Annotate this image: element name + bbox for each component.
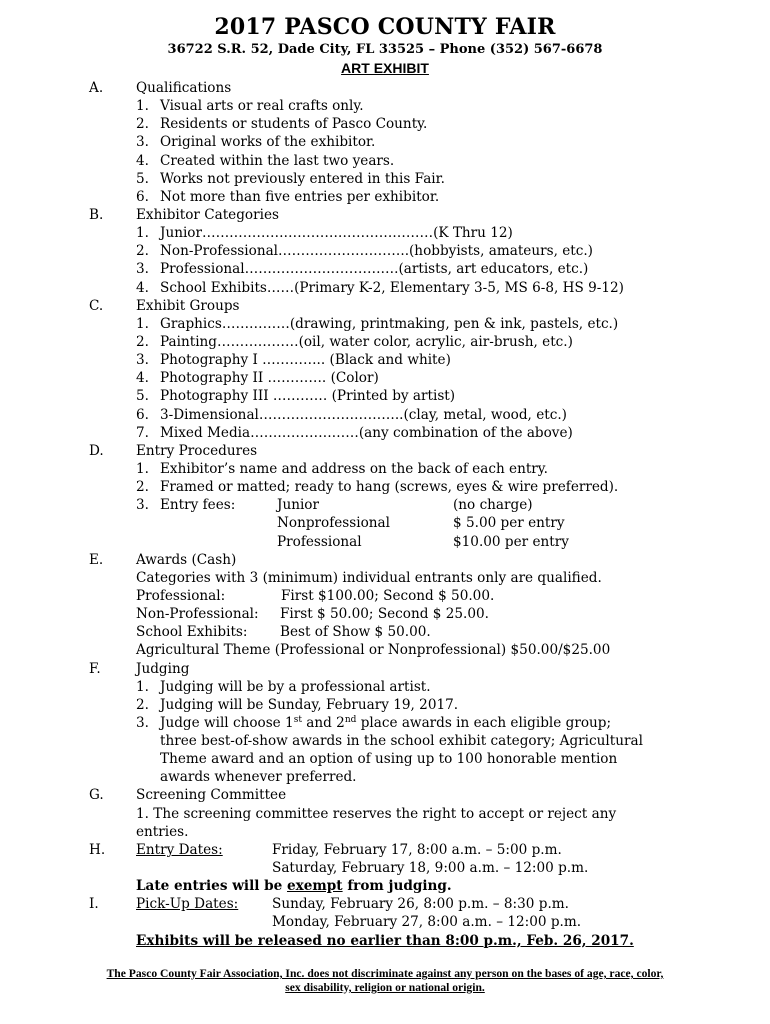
fee-amount: $10.00 per entry xyxy=(453,533,569,550)
list-item xyxy=(0,424,770,442)
fee-amount: (no charge) xyxy=(453,497,533,514)
item-number: 4. xyxy=(136,370,149,387)
list-item xyxy=(0,242,770,260)
list-item xyxy=(0,460,770,478)
item-number: 5. xyxy=(136,388,149,405)
item-text: entries. xyxy=(136,823,189,840)
entry-fees-label: Entry fees: xyxy=(160,497,236,514)
paragraph-text: Late entries will be exempt from judging. xyxy=(136,878,452,895)
award-row xyxy=(0,605,770,623)
pickup-date: Monday, February 27, 8:00 a.m. – 12:00 p.m. xyxy=(272,914,582,931)
item-text: 1. The screening committee reserves the right to accept or reject any xyxy=(136,805,617,822)
list-item xyxy=(0,170,770,188)
paragraph-text: Categories with 3 (minimum) individual entrants only are qualified. xyxy=(136,569,602,586)
item-number: 3. xyxy=(136,497,149,514)
rules-body xyxy=(0,79,770,950)
agricultural-theme-award xyxy=(0,641,770,659)
entry-date: Saturday, February 18, 9:00 a.m. – 12:00 p.m. xyxy=(272,860,589,877)
fair-address: 36722 S.R. 52, Dade City, FL 33525 – Phone (352) 567-6678 xyxy=(167,42,603,57)
item-number: 4. xyxy=(136,279,149,296)
list-item xyxy=(0,115,770,133)
list-item xyxy=(0,260,770,278)
section-c-heading xyxy=(0,297,770,315)
section-letter: C. xyxy=(89,297,104,314)
date-row xyxy=(0,859,770,877)
award-category: Non-Professional: xyxy=(136,606,259,623)
nondiscrimination-line-2: sex disability, religion or national origin. xyxy=(285,981,485,994)
item-number: 5. xyxy=(136,170,149,187)
list-item xyxy=(0,224,770,242)
section-f-heading xyxy=(0,660,770,678)
item-text: Photography II …………. (Color) xyxy=(160,370,379,387)
award-amount: First $ 50.00; Second $ 25.00. xyxy=(280,606,489,623)
section-letter: I. xyxy=(89,896,99,913)
list-item xyxy=(0,152,770,170)
item-text: Framed or matted; ready to hang (screws, eyes & wire preferred). xyxy=(160,479,619,496)
item-number: 6. xyxy=(136,188,149,205)
item-text: Junior……………………………………………(K Thru 12) xyxy=(160,225,513,242)
award-category: School Exhibits: xyxy=(136,624,248,641)
item-number: 3. xyxy=(136,352,149,369)
entry-dates-label: Entry Dates: xyxy=(136,841,223,858)
item-number: 2. xyxy=(136,116,149,133)
item-number: 2. xyxy=(136,243,149,260)
item-text: Visual arts or real crafts only. xyxy=(160,98,364,115)
item-text: Professional…………………………….(artists, art educators, etc.) xyxy=(160,261,589,278)
item-number: 6. xyxy=(136,406,149,423)
section-h-heading xyxy=(0,841,770,859)
entry-date: Friday, February 17, 8:00 a.m. – 5:00 p.m. xyxy=(272,841,562,858)
fee-category: Nonprofessional xyxy=(277,515,390,532)
list-item xyxy=(0,369,770,387)
item-number: 7. xyxy=(136,424,149,441)
list-item-continued xyxy=(0,750,770,768)
release-note xyxy=(0,932,770,950)
section-title: Exhibit Groups xyxy=(136,297,240,314)
late-entries-note xyxy=(0,877,770,895)
item-number: 3. xyxy=(136,261,149,278)
item-text: School Exhibits……(Primary K-2, Elementary 3-5, MS 6-8, HS 9-12) xyxy=(160,279,624,296)
item-text: Judging will be by a professional artist. xyxy=(160,678,431,695)
item-text: Judge will choose 1st and 2nd place awards in each eligible group; xyxy=(160,714,612,731)
section-i-heading xyxy=(0,895,770,913)
item-text: Photography III ………… (Printed by artist) xyxy=(160,388,456,405)
item-text: Original works of the exhibitor. xyxy=(160,134,376,151)
item-number: 1. xyxy=(136,460,149,477)
fee-category: Junior xyxy=(277,497,319,514)
item-number: 2. xyxy=(136,696,149,713)
item-text: Judging will be Sunday, February 19, 2017. xyxy=(160,696,459,713)
section-letter: E. xyxy=(89,551,104,568)
item-number: 1. xyxy=(136,678,149,695)
list-item xyxy=(0,805,770,823)
item-text: Painting………………(oil, water color, acrylic, air-brush, etc.) xyxy=(160,333,573,350)
section-letter: H. xyxy=(89,841,106,858)
paragraph-text: Exhibits will be released no earlier than 8:00 p.m., Feb. 26, 2017. xyxy=(136,932,634,949)
award-row xyxy=(0,587,770,605)
item-text: Non-Professional………………………..(hobbyists, amateurs, etc.) xyxy=(160,243,593,260)
section-title: Judging xyxy=(136,660,190,677)
item-text: Exhibitor’s name and address on the back of each entry. xyxy=(160,460,548,477)
section-letter: D. xyxy=(89,442,104,459)
fee-amount: $ 5.00 per entry xyxy=(453,515,565,532)
list-item xyxy=(0,188,770,206)
paragraph-text: Agricultural Theme (Professional or Nonprofessional) $50.00/$25.00 xyxy=(136,642,611,659)
list-item-continued xyxy=(0,768,770,786)
item-text: three best-of-show awards in the school exhibit category; Agricultural xyxy=(160,733,643,750)
item-number: 3. xyxy=(136,134,149,151)
entry-fee-row xyxy=(0,514,770,532)
list-item xyxy=(0,387,770,405)
item-text: Graphics……………(drawing, printmaking, pen & ink, pastels, etc.) xyxy=(160,315,619,332)
item-text: Photography I ………….. (Black and white) xyxy=(160,352,451,369)
item-number: 1. xyxy=(136,98,149,115)
section-g-heading xyxy=(0,786,770,804)
section-title: Entry Procedures xyxy=(136,442,258,459)
item-text: Created within the last two years. xyxy=(160,152,395,169)
list-item xyxy=(0,279,770,297)
nondiscrimination-line-1: The Pasco County Fair Association, Inc. does not discriminate against any person on the bases of age, race, color, xyxy=(106,967,664,980)
list-item xyxy=(0,714,770,732)
section-title: Awards (Cash) xyxy=(136,551,237,568)
section-letter: F. xyxy=(89,660,101,677)
item-number: 1. xyxy=(136,315,149,332)
section-letter: B. xyxy=(89,206,104,223)
item-text: 3-Dimensional…………………………..(clay, metal, wood, etc.) xyxy=(160,406,567,423)
section-letter: A. xyxy=(89,80,104,96)
award-category: Professional: xyxy=(136,587,226,604)
award-amount: Best of Show $ 50.00. xyxy=(280,624,431,641)
page-title: 2017 PASCO COUNTY FAIR xyxy=(214,14,556,40)
item-text: Theme award and an option of using up to 100 honorable mention xyxy=(160,751,618,768)
item-text: Mixed Media……………………(any combination of the above) xyxy=(160,424,573,441)
section-title: Qualifications xyxy=(136,80,232,96)
item-text: Not more than five entries per exhibitor. xyxy=(160,188,440,205)
awards-intro xyxy=(0,569,770,587)
date-row xyxy=(0,913,770,931)
entry-fee-row xyxy=(0,533,770,551)
item-text: awards whenever preferred. xyxy=(160,769,357,786)
section-title: Screening Committee xyxy=(136,787,287,804)
item-number: 2. xyxy=(136,333,149,350)
list-item xyxy=(0,696,770,714)
list-item xyxy=(0,351,770,369)
section-d-heading xyxy=(0,442,770,460)
section-title: Exhibitor Categories xyxy=(136,206,279,223)
item-text: Residents or students of Pasco County. xyxy=(160,116,428,133)
item-number: 3. xyxy=(136,714,149,731)
item-number: 4. xyxy=(136,152,149,169)
section-e-heading xyxy=(0,551,770,569)
item-number: 2. xyxy=(136,479,149,496)
section-a-heading xyxy=(0,79,770,97)
list-item xyxy=(0,97,770,115)
entry-fee-row xyxy=(0,496,770,514)
list-item xyxy=(0,478,770,496)
list-item xyxy=(0,333,770,351)
pickup-date: Sunday, February 26, 8:00 p.m. – 8:30 p.m. xyxy=(272,896,569,913)
list-item xyxy=(0,315,770,333)
list-item xyxy=(0,678,770,696)
list-item-continued xyxy=(0,732,770,750)
fee-category: Professional xyxy=(277,533,362,550)
pickup-dates-label: Pick-Up Dates: xyxy=(136,896,239,913)
list-item-continued xyxy=(0,823,770,841)
section-b-heading xyxy=(0,206,770,224)
award-amount: First $100.00; Second $ 50.00. xyxy=(281,587,495,604)
list-item xyxy=(0,133,770,151)
item-number: 1. xyxy=(136,225,149,242)
section-letter: G. xyxy=(89,787,104,804)
exhibit-heading: ART EXHIBIT xyxy=(341,60,429,76)
item-text: Works not previously entered in this Fair. xyxy=(160,170,445,187)
award-row xyxy=(0,623,770,641)
document-page xyxy=(0,14,770,950)
list-item xyxy=(0,406,770,424)
